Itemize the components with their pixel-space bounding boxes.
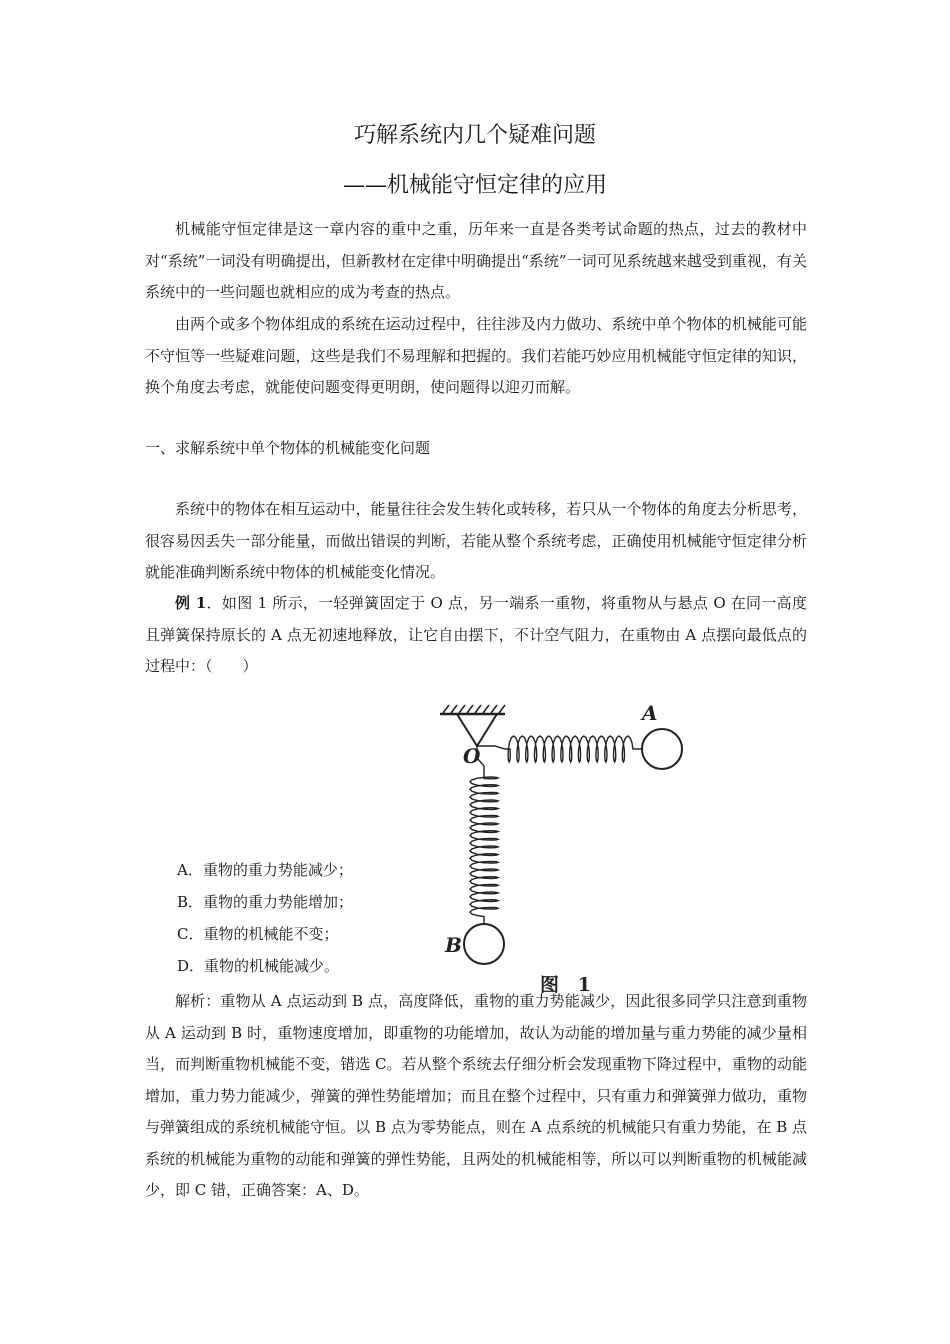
example-text: ．如图 1 所示，一轻弹簧固定于 O 点，另一端系一重物，将重物从与悬点 O 在同一高度且弹簧保持原长的 A 点无初速地释放，让它自由摆下，不计空气阻力，在重物由 A 点摆向最低点的过程中：（ ） (145, 594, 807, 675)
horizontal-spring (477, 736, 642, 762)
mass-b (464, 924, 504, 964)
label-o: O (463, 744, 481, 768)
pivot-support (457, 714, 497, 746)
label-b: B (445, 933, 462, 957)
mass-a (642, 729, 682, 769)
option-a: A．重物的重力势能减少； (177, 861, 353, 879)
intro-paragraph-2: 由两个或多个物体组成的系统在运动过程中，往往涉及内力做功、系统中单个物体的机械能可能不守恒等一些疑难问题，这些是我们不易理解和把握的。我们若能巧妙应用机械能守恒定律的知识，换个角度去考虑，就能使问题变得更明朗，使问题得以迎刃而解。 (145, 315, 807, 396)
figure-caption: 图 1 (540, 974, 597, 996)
figure-spring-pendulum (435, 696, 685, 971)
option-d: D．重物的机械能减少。 (177, 957, 340, 975)
section-paragraph: 系统中的物体在相互运动中，能量往往会发生转化或转移，若只从一个物体的角度去分析思考，很容易因丢失一部分能量，而做出错误的判断，若能从整个系统考虑，正确使用机械能守恒定律分析就能准确判断系统中物体的机械能变化情况。 (145, 500, 807, 581)
label-a: A (642, 701, 658, 725)
example-label: 例 1 (175, 594, 207, 612)
section-heading: 一、求解系统中单个物体的机械能变化问题 (145, 439, 431, 457)
page-title: 巧解系统内几个疑难问题 (353, 123, 596, 148)
option-b: B．重物的重力势能增加； (177, 893, 354, 911)
option-c: C．重物的机械能不变； (177, 925, 339, 943)
example-1 (145, 588, 807, 683)
analysis-paragraph: 解析：重物从 A 点运动到 B 点，高度降低，重物的重力势能减少，因此很多同学只注意到重物从 A 运动到 B 时，重物速度增加，即重物的功能增加，故认为动能的增加量与重力势能的减少量相当，而判断重物机械能不变，错选 C。若从整个系统去仔细分析会发现重物下降过程中，重物的动能增加，重力势力能减少，弹簧的弹性势能增加；而且在整个过程中，只有重力和弹簧弹力做功，重物与弹簧组成的系统机械能守恒。以 B 点为零势能点，则在 A 点系统的机械能只有重力势能，在 B 点系统的机械能为重物的动能和弹簧的弹性势能，且两处的机械能相等，所以可以判断重物的机械能减少，即 C 错，正确答案：A、D。 (145, 992, 807, 1199)
vertical-spring (470, 746, 498, 924)
page-subtitle: ——机械能守恒定律的应用 (342, 173, 607, 198)
intro-paragraph-1: 机械能守恒定律是这一章内容的重中之重，历年来一直是各类考试命题的热点，过去的教材中对“系统”一词没有明确提出，但新教材在定律中明确提出“系统”一词可见系统越来越受到重视，有关系统中的一些问题也就相应的成为考查的热点。 (145, 220, 807, 301)
